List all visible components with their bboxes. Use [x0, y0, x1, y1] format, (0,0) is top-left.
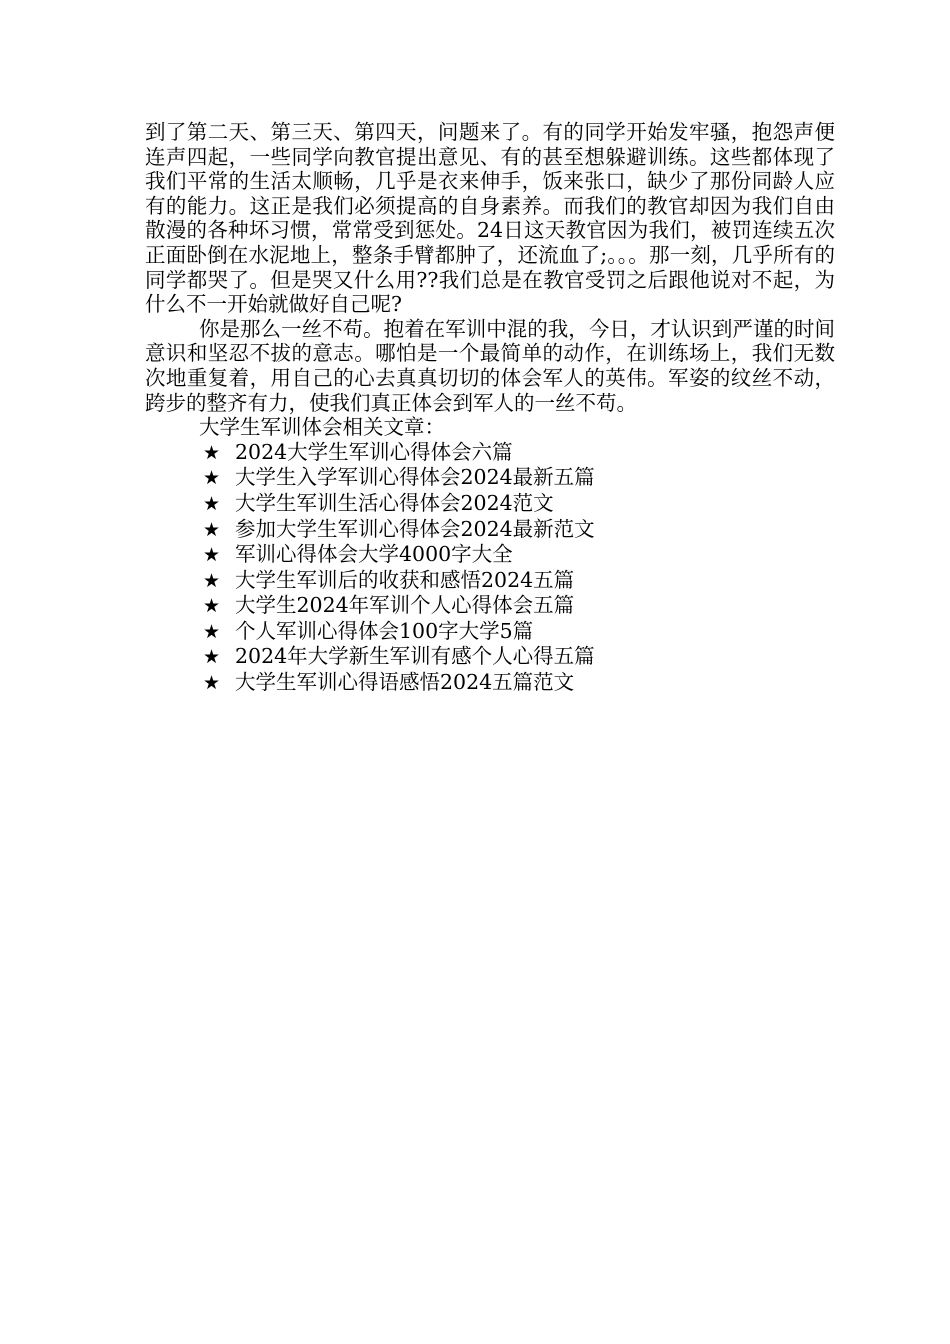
related-article-item[interactable] — [203, 568, 835, 594]
related-article-link[interactable]: 大学生军训后的收获和感悟2024五篇 — [235, 567, 575, 592]
star-icon: ★ — [203, 467, 221, 490]
related-article-item[interactable] — [203, 465, 835, 491]
related-article-link[interactable]: 大学生入学军训心得体会2024最新五篇 — [235, 465, 595, 490]
related-article-item[interactable] — [203, 670, 835, 696]
article-paragraph-1: 到了第二天、第三天、第四天，问题来了。有的同学开始发牢骚，抱怨声便连声四起，一些同学向教官提出意见、有的甚至想躲避训练。这些都体现了我们平常的生活太顺畅，几乎是衣来伸手，饭来张口，缺少了那份同龄人应有的能力。这正是我们必须提高的自身素养。而我们的教官却因为我们自由散漫的各种坏习惯，常常受到惩处。24日这天教官因为我们，被罚连续五次正面卧倒在水泥地上，整条手臂都肿了，还流血了;。。。那一刻，几乎所有的同学都哭了。但是哭又什么用??我们总是在教官受罚之后跟他说对不起，为什么不一开始就做好自己呢? — [145, 120, 835, 317]
star-icon: ★ — [203, 646, 221, 669]
document-page — [145, 120, 835, 696]
related-article-item[interactable] — [203, 440, 835, 466]
related-article-link[interactable]: 大学生2024年军训个人心得体会五篇 — [235, 593, 575, 618]
related-article-link[interactable]: 2024年大学新生军训有感个人心得五篇 — [235, 644, 595, 669]
related-article-link[interactable]: 2024大学生军训心得体会六篇 — [235, 439, 513, 464]
article-paragraph-2: 你是那么一丝不苟。抱着在军训中混的我，今日，才认识到严谨的时间意识和坚忍不拔的意志。哪怕是一个最简单的动作，在训练场上，我们无数次地重复着，用自己的心去真真切切的体会军人的英伟。军姿的纹丝不动，跨步的整齐有力，使我们真正体会到军人的一丝不苟。 — [145, 316, 835, 415]
star-icon: ★ — [203, 441, 221, 464]
star-icon: ★ — [203, 595, 221, 618]
related-articles-heading: 大学生军训体会相关文章： — [199, 415, 445, 440]
star-icon: ★ — [203, 620, 221, 643]
related-article-item[interactable] — [203, 644, 835, 670]
related-article-link[interactable]: 军训心得体会大学4000字大全 — [235, 542, 513, 567]
star-icon: ★ — [203, 569, 221, 592]
related-article-item[interactable] — [203, 517, 835, 543]
related-article-item[interactable] — [203, 593, 835, 619]
star-icon: ★ — [203, 518, 221, 541]
star-icon: ★ — [203, 672, 221, 695]
related-articles-list — [145, 440, 835, 696]
related-article-link[interactable]: 个人军训心得体会100字大学5篇 — [235, 618, 534, 643]
related-article-item[interactable] — [203, 619, 835, 645]
related-article-link[interactable]: 大学生军训生活心得体会2024范文 — [235, 490, 554, 515]
related-article-link[interactable]: 参加大学生军训心得体会2024最新范文 — [235, 516, 595, 541]
star-icon: ★ — [203, 544, 221, 567]
related-article-item[interactable] — [203, 542, 835, 568]
related-article-link[interactable]: 大学生军训心得语感悟2024五篇范文 — [235, 670, 575, 695]
star-icon: ★ — [203, 492, 221, 515]
related-article-item[interactable] — [203, 491, 835, 517]
